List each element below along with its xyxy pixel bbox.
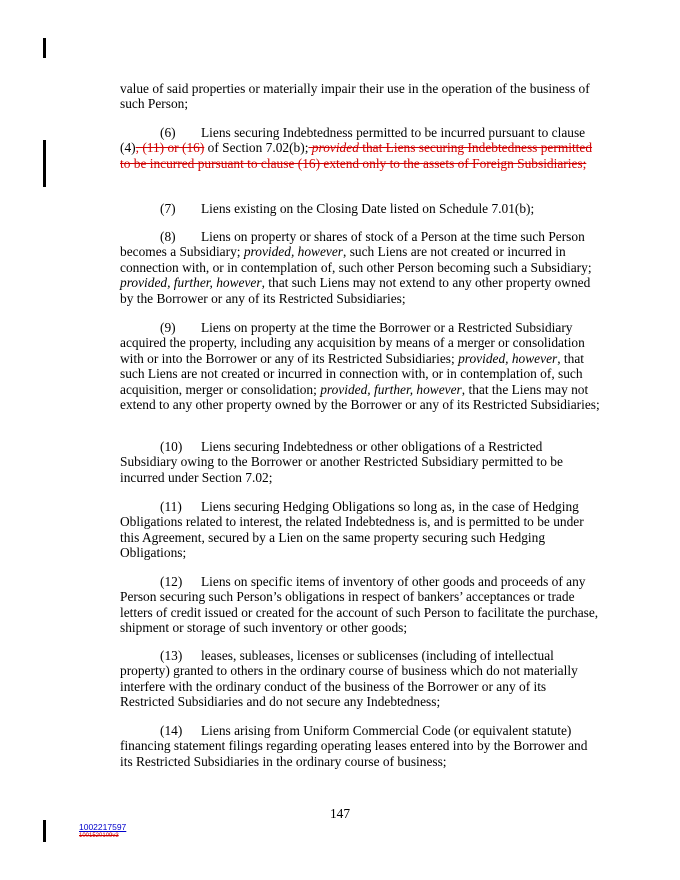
paragraph-14: (14) Liens arising from Uniform Commercial Code (or equivalent statute) financing statement filings regarding operating leases entered into by the Borrower and its Restricted Subsidiaries in the ordinary course of business; <box>120 723 588 769</box>
document-id-new: 1002217597 <box>79 822 127 832</box>
paragraph-10: (10) Liens securing Indebtedness or other obligations of a Restricted Subsidiary owing to the Borrower or another Restricted Subsidiary permitted to be incurred under Section 7.02; <box>120 439 563 485</box>
page-number: 147 <box>329 806 351 821</box>
clause-number: (8) <box>160 229 176 244</box>
clause-number: (12) <box>160 574 183 589</box>
clause-number: (14) <box>160 723 183 738</box>
clause-number: (10) <box>160 439 183 454</box>
deleted-text: that Liens securing Indebtedness permitted to be incurred pursuant to clause (16) extend only to the assets of Foreign Subsidiaries; <box>120 140 593 171</box>
clause-number: (6) <box>160 125 176 140</box>
continuation-paragraph: value of said properties or materially impair their use in the operation of the business of such Person; <box>120 81 590 112</box>
clause-number: (7) <box>160 201 176 216</box>
change-bar <box>43 140 46 187</box>
paragraph-12: (12) Liens on specific items of inventory of other goods and proceeds of any Person securing such Person’s obligations in respect of bankers’ acceptances or trade letters of credit issued or created for the account of such Person to facilitate the purchase, shipment or storage of such inventory or other goods; <box>120 574 599 636</box>
change-bar <box>43 38 46 58</box>
change-bar <box>43 820 46 842</box>
clause-number: (11) <box>160 499 182 514</box>
clause-number: (9) <box>160 320 176 335</box>
deleted-text: provided <box>308 140 359 156</box>
paragraph-11: (11) Liens securing Hedging Obligations so long as, in the case of Hedging Obligations related to interest, the related Indebtedness is, and is permitted to be under this Agreement, secured by a Lien on the same property securing such Hedging Obligations; <box>120 499 584 561</box>
clause-number: (13) <box>160 648 183 663</box>
paragraph-6: (6) Liens securing Indebtedness permitted to be incurred pursuant to clause (4), (11) or (16) of Section 7.02(b); provided that Liens securing Indebtedness permitted to be incurred pursuant to clause (16) extend only to the assets of Foreign Subsidiaries; <box>120 125 593 171</box>
paragraph-9: (9) Liens on property at the time the Borrower or a Restricted Subsidiary acquired the property, including any acquisition by means of a merger or consolidation with or into the Borrower or any of its Restricted Subsidiaries; provided, however, that such Liens are not created or incurred in connection with, or in contemplation of, such acquisition, merger or consolidation; provided, further, however, that the Liens may not extend to any other property owned by the Borrower or any of its Restricted Subsidiaries; <box>120 320 600 413</box>
paragraph-7: (7) Liens existing on the Closing Date listed on Schedule 7.01(b); <box>160 201 535 216</box>
document-id-old: 1001520109v3 <box>79 833 119 839</box>
deleted-text: , (11) or (16) <box>135 140 205 156</box>
paragraph-13: (13) leases, subleases, licenses or sublicenses (including of intellectual property) granted to others in the ordinary course of business which do not materially interfere with the ordinary conduct of the business of the Borrower or any of its Restricted Subsidiaries and do not secure any Indebtedness; <box>120 648 578 710</box>
paragraph-8: (8) Liens on property or shares of stock of a Person at the time such Person becomes a Subsidiary; provided, however, such Liens are not created or incurred in connection with, or in contemplation of, such other Person becoming such a Subsidiary; provided, further, however, that such Liens may not extend to any other property owned by the Borrower or any of its Restricted Subsidiaries; <box>120 229 592 306</box>
